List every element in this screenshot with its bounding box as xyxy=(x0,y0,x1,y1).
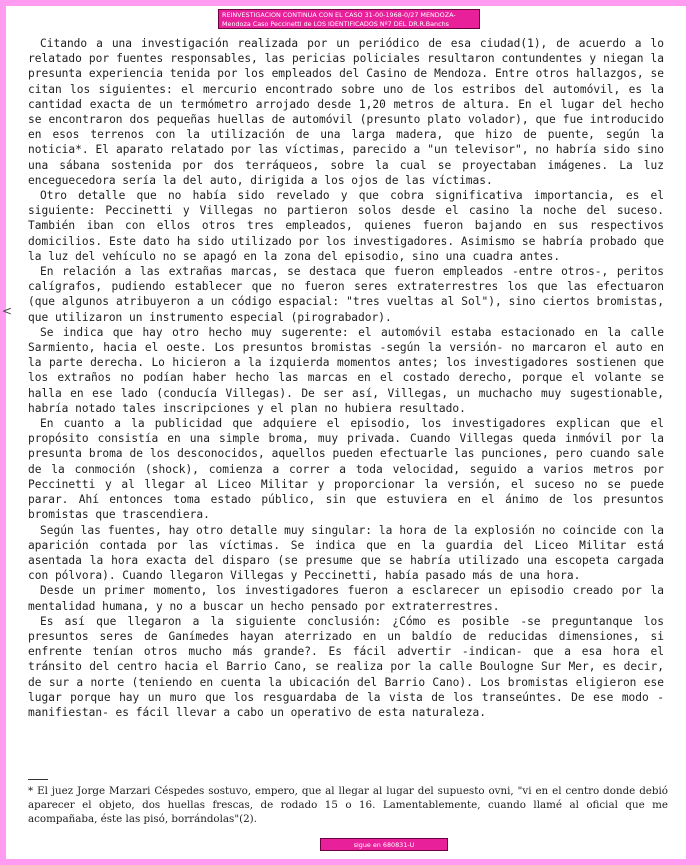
paragraph: En relación a las extrañas marcas, se destaca que fueron empleados -entre otros-, peritos calígrafos, pudiendo establecer que no fueron seres extraterrestres los que las efectuaron (que algunos atribuyeron a un código espacial: "tres vueltas al Sol"), sino ciertos bromistas, que utilizaron un instrumento especial (pirograbador). xyxy=(28,265,664,324)
paragraph: Es así que llegaron a la siguiente conclusión: ¿Cómo es posible -se preguntanque los presuntos seres de Ganímedes hayan aterrizado en un baldío de reducidas dimensiones, si enfrente tenían otros mucho más grande?. Es fácil advertir -indican- que a esa hora el tránsito del centro hacia el Barrio Cano, se realiza por la calle Boulogne Sur Mer, es decir, de sur a norte (teniendo en cuenta la ubicación del Barrio Cano). Los bromistas eligieron ese lugar porque hay un muro que los resguardaba de la vista de los transeúntes. De ese modo -manifiestan- es fácil llevar a cabo un operativo de esta naturaleza. xyxy=(28,614,664,719)
footnote: * El juez Jorge Marzari Céspedes sostuvo, empero, que al llegar al lugar del supuesto ovni, "vi en el centro donde debió aparecer el objeto, dos huellas frescas, de rodado 15 o 16. Lamentablemente, cuando llamé al oficial que me acompañaba, éste las pisó, borrándolas"(2). xyxy=(28,785,668,825)
paragraph: Otro detalle que no había sido revelado y que cobra significativa importancia, es el siguiente: Peccinetti y Villegas no partieron solos desde el casino la noche del suceso. También iban con ellos otros tres empleados, quienes fueron bajando en sus respectivos domicilios. Este dato ha sido utilizado por los investigadores. Asimismo se habría probado que la luz del vehículo no se apagó en la zona del episodio, sino una cuadra antes. xyxy=(28,189,664,263)
footer-label: sigue en 680831-U xyxy=(320,838,448,851)
footnote-divider xyxy=(28,779,48,780)
body-text xyxy=(28,36,664,720)
header-label-line1: REINVESTIGACION CONTINUA CON EL CASO 31-00-1968-0/27 MENDOZA- xyxy=(222,11,456,19)
paragraph: Desde un primer momento, los investigadores fueron a esclarecer un episodio creado por la mentalidad humana, y no a buscar un hecho pensado por extraterrestres. xyxy=(28,584,664,613)
paragraph: Según las fuentes, hay otro detalle muy singular: la hora de la explosión no coincide con la aparición contada por las víctimas. Se indica que en la guardia del Liceo Militar está asentada la hora exacta del disparo (se presume que se habría utilizado una escopeta cargada con pólvora). Cuando llegaron Villegas y Peccinetti, había pasado más de una hora. xyxy=(28,523,664,583)
margin-mark: < xyxy=(2,304,13,318)
paragraph: Citando a una investigación realizada por un periódico de esa ciudad(1), de acuerdo a lo relatado por fuentes responsables, las pericias policiales resultaron contundentes y niegan la presunta experiencia tenida por los empleados del Casino de Mendoza. Entre otros hallazgos, se citan los siguientes: el mercurio encontrado sobre uno de los estribos del automóvil, es la cantidad exacta de un termómetro arrojado desde 1,20 metros de altura. En el lugar del hecho se encontraron dos pequeñas huellas de automóvil (presunto plato volador), que fue introducido en esos terrenos con la utilización de una larga madera, que hizo de puente, según la noticia*. El aparato relatado por las víctimas, parecido a "un televisor", no habría sido sino una sábana sostenida por dos terráqueos, sobre la cual se proyectaban imágenes. La luz enceguecedora sería la del auto, dirigida a los ojos de las víctimas. xyxy=(28,37,664,187)
paragraph: Se indica que hay otro hecho muy sugerente: el automóvil estaba estacionado en la calle Sarmiento, hacia el oeste. Los presuntos bromistas -según la versión- no marcaron el auto en la parte derecha. Lo hicieron a la izquierda momentos antes; los investigadores sostienen que los extraños no podían haber hecho las marcas en el costado derecho, porque el volante se halla en ese lado (conducía Villegas). De ser así, Villegas, un muchacho muy sugestionable, habría notado tales inscripciones y el plan no hubiera resultado. xyxy=(28,325,664,415)
header-label xyxy=(218,9,480,29)
paragraph: En cuanto a la publicidad que adquiere el episodio, los investigadores explican que el propósito consistía en una simple broma, muy privada. Cuando Villegas queda inmóvil por la presunta broma de los desconocidos, aquellos pueden efectuarle las punciones, pero cuando sale de la conmoción (shock), comienza a correr a toda velocidad, seguido a varios metros por Peccinetti y al llegar al Liceo Militar y proporcionar la versión, el suceso no se puede parar. Ahí entonces toma estado público, sin que estuviera en el ánimo de los presuntos bromistas que trascendiera. xyxy=(28,417,664,522)
header-label-line2: Mendoza Caso Peccinetti de LOS IDENTIFICADOS Nº7 DEL DR.R.Banchs xyxy=(222,20,449,28)
